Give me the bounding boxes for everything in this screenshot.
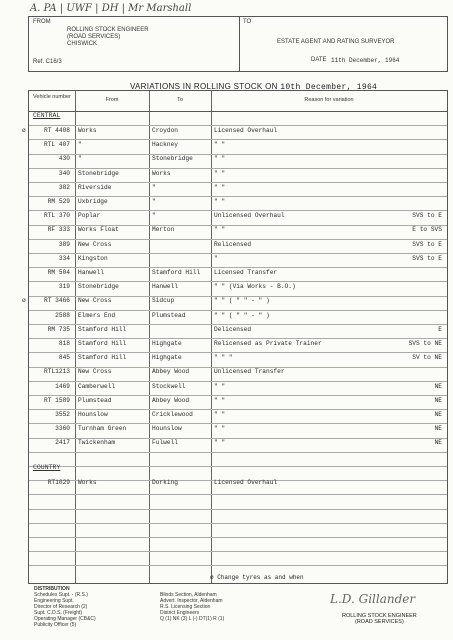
from-cell: Works (78, 479, 97, 486)
header-divider (239, 17, 240, 71)
extra-cell: E to SVS (412, 226, 442, 234)
from-cell: New Cross (78, 297, 112, 305)
reason-cell: Licensed Overhaul (214, 127, 278, 134)
table-row (28, 477, 446, 488)
to-cell: Highgate (152, 340, 182, 347)
to-cell: Cricklewood (152, 411, 193, 418)
reason-cell: " " (Via Works - B.O.) (214, 283, 296, 291)
table-rule (29, 452, 447, 453)
distribution-title: DISTRIBUTION (34, 586, 70, 592)
extra-cell: NE (434, 425, 442, 433)
reason-cell: Relicensed (214, 240, 252, 248)
vehicle-number: 2588 (55, 311, 70, 319)
table-row (28, 267, 446, 278)
vehicle-number: 3552 (55, 411, 70, 418)
vehicle-number: 340 (58, 169, 70, 177)
distribution-item: Blinds Section, Aldenham (160, 592, 217, 598)
table-row (28, 324, 446, 335)
reason-cell: Licensed Overhaul (214, 479, 278, 486)
from-cell: Hanwell (78, 269, 104, 276)
to-cell: Works (152, 169, 171, 177)
col-header-from: From (105, 97, 119, 103)
date-value: 11th December, 1964 (331, 57, 400, 64)
extra-cell: NE (434, 439, 442, 447)
vehicle-number: RM 529 (47, 198, 70, 205)
to-cell: Hackney (152, 141, 178, 149)
to-cell: Sidcup (152, 297, 175, 305)
reason-cell: " " ( " " - " ) (214, 311, 270, 319)
table-row (28, 352, 446, 363)
table-rule (29, 494, 447, 495)
to-cell: Hanwell (152, 283, 178, 291)
to-cell: " (152, 212, 156, 220)
col-header-reason: Reason for variation (304, 97, 354, 103)
from-cell: " (78, 155, 82, 163)
from-line-2: (ROAD SERVICES) (67, 34, 121, 40)
table-rule (29, 523, 447, 524)
reason-cell: " " (214, 226, 226, 234)
from-cell: Turnham Green (78, 425, 127, 433)
row-mark: ø (22, 297, 26, 305)
reason-cell: Licensed Transfer (214, 269, 278, 276)
signature: L.D. Gillander (330, 592, 416, 606)
reason-cell: " " (214, 439, 226, 447)
extra-cell: NE (434, 396, 442, 404)
handwritten-annotation: A. PA | UWF | DH | Mr Marshall (30, 3, 192, 14)
to-cell: " (152, 198, 156, 205)
extra-cell: SV to NE (412, 354, 442, 362)
to-cell: Hounslow (152, 425, 182, 433)
table-row (28, 139, 446, 150)
reason-cell: " " (214, 141, 226, 149)
table-row (28, 153, 446, 164)
vehicle-number: RT 4408 (44, 127, 70, 134)
to-cell: Stockwell (152, 382, 186, 390)
from-cell: Works Float (78, 226, 119, 234)
from-cell: Camberwell (78, 382, 116, 390)
vehicle-number: RM 735 (47, 325, 70, 333)
reason-cell: Unlicensed Transfer (214, 368, 285, 376)
table-row (28, 253, 446, 264)
header-rule (29, 111, 447, 112)
vehicle-number: RT 3466 (44, 297, 70, 305)
table-row (28, 395, 446, 406)
vehicle-number: 319 (58, 283, 70, 291)
vehicle-number: 3360 (55, 425, 70, 433)
table-rule (29, 509, 447, 510)
table-row (28, 338, 446, 349)
reason-cell: " " (214, 425, 226, 433)
vehicle-number: 845 (58, 354, 70, 362)
extra-cell: SVS to E (412, 240, 442, 248)
distribution-item: Engineering Supt. (34, 598, 74, 604)
reason-cell: " " (214, 155, 226, 163)
table-rule (29, 565, 447, 566)
from-label: FROM (33, 19, 51, 25)
vehicle-number: RT1029 (47, 479, 70, 486)
from-cell: Stonebridge (78, 169, 119, 177)
table-row (28, 239, 446, 250)
from-cell: New Cross (78, 240, 112, 248)
from-cell: Twickenham (78, 439, 116, 447)
distribution-list-2 (160, 592, 224, 622)
to-cell: Dorking (152, 479, 178, 486)
from-cell: Riverside (78, 183, 112, 191)
col-header-to: To (177, 97, 183, 103)
reason-cell: " (214, 254, 218, 262)
vehicle-number: RT 1589 (44, 396, 70, 404)
table-row (22, 295, 446, 306)
distribution-item: Publicity Officer (5) (34, 622, 77, 628)
extra-cell: SVS to NE (408, 340, 442, 347)
vehicle-number: RTL1213 (44, 368, 70, 376)
table-rule (29, 466, 447, 467)
to-cell: Stonebridge (152, 155, 193, 163)
ref-label: Ref. C16/3 (33, 59, 62, 65)
vehicle-number: RTL 407 (44, 141, 70, 149)
vehicle-number: 430 (58, 155, 70, 163)
reason-cell: " " (214, 411, 226, 418)
to-cell: Highgate (152, 354, 182, 362)
vehicle-number: 818 (58, 340, 70, 347)
table-rule (29, 537, 447, 538)
table-row (28, 310, 446, 321)
from-line-1: ROLLING STOCK ENGINEER (67, 27, 149, 33)
vehicle-number: 382 (58, 183, 70, 191)
distribution-item: R.S. Licensing Section (160, 604, 211, 610)
title-date: 10th December, 1964 (280, 83, 378, 92)
from-line-3: CHISWICK (67, 41, 97, 47)
from-cell: Kingston (78, 254, 108, 262)
distribution-item: Supt. C.D.S. (Freight) (34, 610, 83, 616)
table-row (28, 196, 446, 207)
vehicle-number: 2417 (55, 439, 70, 447)
from-cell: Stonebridge (78, 283, 119, 291)
reason-cell: " " (214, 183, 226, 191)
vehicle-number: 1469 (55, 382, 70, 390)
col-header-vehicle: Vehicle number (33, 94, 71, 100)
from-cell: Poplar (78, 212, 101, 220)
reason-cell: Relicensed as Private Trainer (214, 340, 322, 347)
vehicle-number: 389 (58, 240, 70, 248)
table-rule (29, 551, 447, 552)
table-row (28, 210, 446, 221)
to-cell: Abbey Wood (152, 368, 190, 376)
to-cell: Plumstead (152, 311, 186, 319)
signature-title-line: ROLLING STOCK ENGINEER (342, 613, 417, 619)
extra-cell: SVS to E (412, 254, 442, 262)
reason-cell: " " (214, 169, 226, 177)
reason-cell: Delicensed (214, 325, 252, 333)
distribution-item: District Engineers (160, 610, 200, 616)
distribution-item: Schedules Supt. - (R.S.) (34, 592, 88, 598)
table-row (28, 437, 446, 448)
from-cell: New Cross (78, 368, 112, 376)
to-label: TO (243, 19, 252, 25)
table-row (28, 224, 446, 235)
extra-cell: E (438, 325, 442, 333)
section-country: COUNTRY (33, 464, 61, 471)
table-row (22, 125, 446, 136)
distribution-item: Advert. Inspector, Aldenham (160, 598, 223, 604)
reason-cell: Unlicensed Overhaul (214, 212, 285, 220)
distribution-item: Director of Research (2) (34, 604, 88, 610)
vehicle-number: 334 (58, 254, 70, 262)
from-cell: " (78, 141, 82, 149)
memo-header (28, 16, 448, 72)
table-row (28, 168, 446, 179)
extra-cell: SVS to E (412, 212, 442, 220)
vehicle-number: RF 333 (47, 226, 70, 234)
vehicle-number: RTL 370 (44, 212, 70, 220)
title-text: VARIATIONS IN ROLLING STOCK ON (130, 82, 278, 91)
to-cell: Croydon (152, 127, 178, 134)
to-value: ESTATE AGENT AND RATING SURVEYOR (277, 39, 395, 45)
reason-cell: " " " (214, 354, 233, 362)
from-cell: Hounslow (78, 411, 108, 418)
reason-cell: " " (214, 198, 226, 205)
signature-title-line: (ROAD SERVICES) (354, 619, 404, 625)
table-row (28, 423, 446, 434)
to-cell: Stamford Hill (152, 269, 201, 276)
distribution-item: Operating Manager (CB&C) (34, 616, 96, 622)
reason-cell: " " (214, 396, 226, 404)
signature-title (342, 613, 417, 625)
to-cell: Fulwell (152, 439, 178, 447)
reason-cell: " " ( " " - " ) (214, 297, 270, 305)
table-row (28, 409, 446, 420)
from-cell: Stamford Hill (78, 340, 127, 347)
date-label: DATE (311, 57, 327, 63)
from-cell: Works (78, 127, 97, 134)
extra-cell: NE (434, 411, 442, 418)
from-cell: Elmers End (78, 311, 116, 319)
distribution-list (34, 586, 96, 628)
to-cell: Abbey Wood (152, 396, 190, 404)
from-cell: Stamford Hill (78, 325, 127, 333)
to-cell: Merton (152, 226, 175, 234)
row-mark: ø (22, 127, 26, 134)
table-row (28, 366, 446, 377)
from-cell: Plumstead (78, 396, 112, 404)
extra-cell: NE (434, 382, 442, 390)
section-central: CENTRAL (33, 112, 61, 119)
from-cell: Uxbridge (78, 198, 108, 205)
table-row (28, 281, 446, 292)
table-row (28, 381, 446, 392)
distribution-item: Q (1) NK (3) L (-) DT(1) R (1) (160, 616, 225, 622)
to-cell: " (152, 183, 156, 191)
footnote: ø Change tyres as and when (210, 574, 304, 581)
table-row (28, 182, 446, 193)
from-cell: Stamford Hill (78, 354, 127, 362)
vehicle-number: RM 504 (47, 269, 70, 276)
reason-cell: " " (214, 382, 226, 390)
